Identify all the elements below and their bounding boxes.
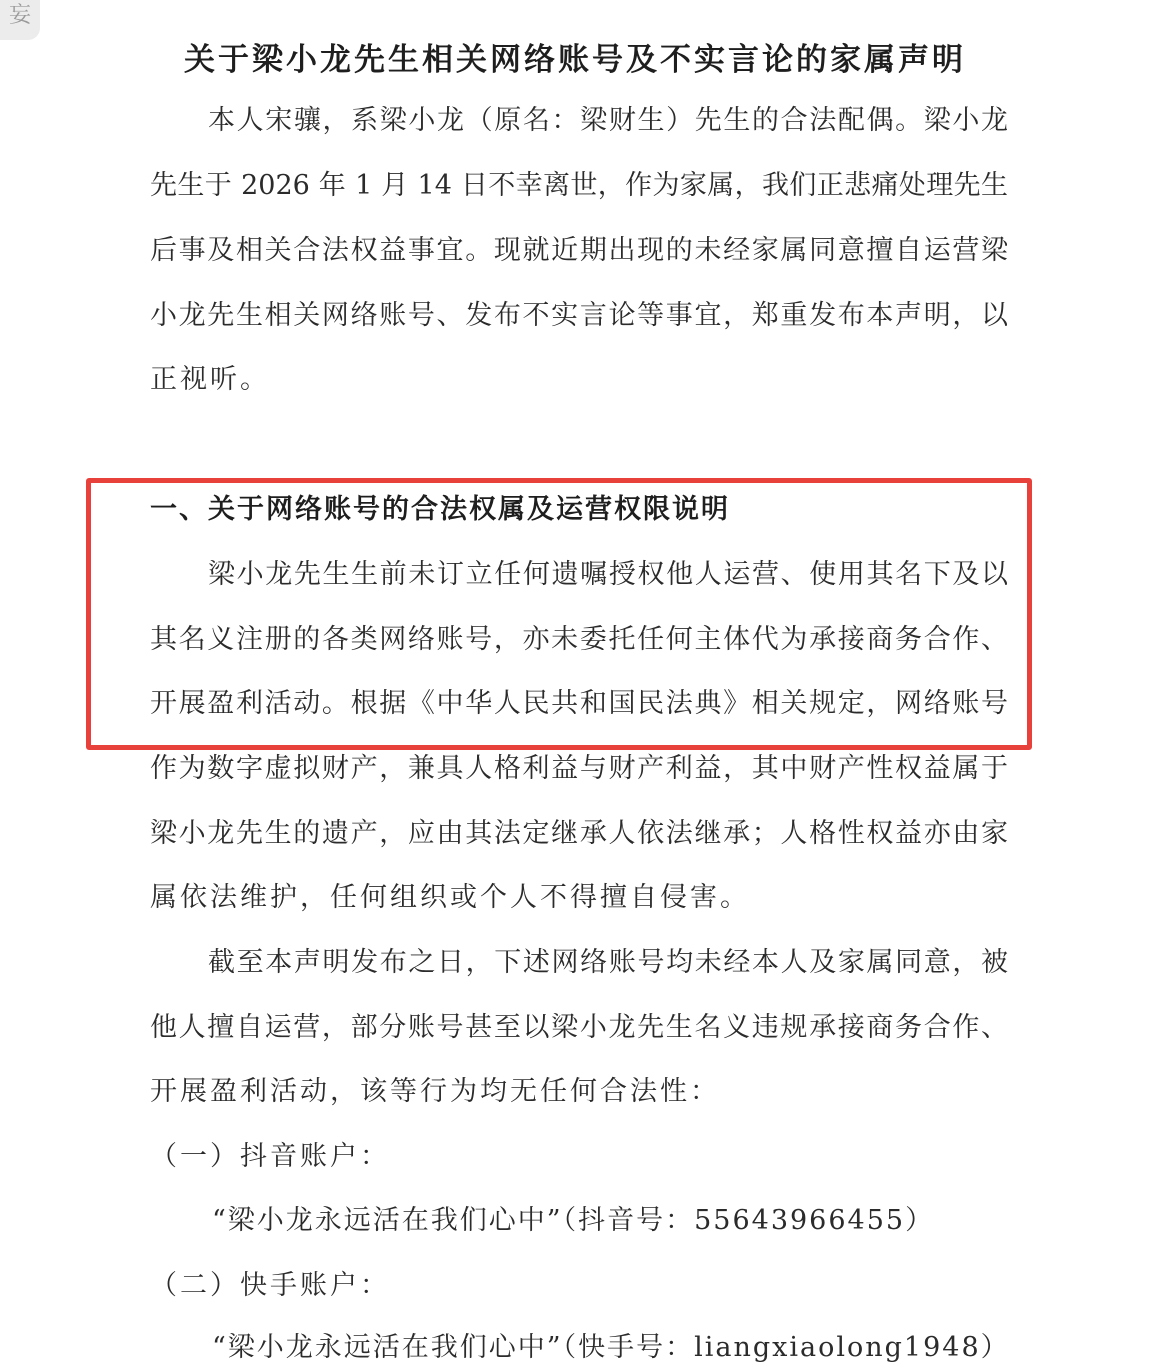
paragraph-line: 先生于 2026 年 1 月 14 日不幸离世，作为家属，我们正悲痛处理先生 [150, 170, 1008, 201]
paragraph-line: 属依法维护，任何组织或个人不得擅自侵害。 [150, 882, 750, 913]
paragraph-line: 梁小龙先生的遗产，应由其法定继承人依法继承；人格性权益亦由家 [150, 818, 1008, 849]
paragraph-line: 他人擅自运营，部分账号甚至以梁小龙先生名义违规承接商务合作、 [150, 1012, 1008, 1043]
paragraph-line: 小龙先生相关网络账号、发布不实言论等事宜，郑重发布本声明，以 [150, 300, 1008, 331]
paragraph-line: 其名义注册的各类网络账号，亦未委托任何主体代为承接商务合作、 [150, 624, 1008, 655]
list-item-heading: （二）快手账户： [150, 1270, 390, 1301]
paragraph-line: 本人宋骧，系梁小龙（原名：梁财生）先生的合法配偶。梁小龙 [208, 105, 1008, 136]
paragraph-line: 开展盈利活动。根据《中华人民共和国民法典》相关规定，网络账号 [150, 688, 1008, 719]
account-entry: “梁小龙永远活在我们心中”（抖音号：55643966455） [212, 1205, 935, 1236]
paragraph-line: 正视听。 [150, 364, 270, 395]
section-heading: 一、关于网络账号的合法权属及运营权限说明 [150, 494, 730, 525]
paragraph-line: 截至本声明发布之日，下述网络账号均未经本人及家属同意，被 [208, 947, 1008, 978]
paragraph-line: 后事及相关合法权益事宜。现就近期出现的未经家属同意擅自运营梁 [150, 235, 1008, 266]
corner-mark: 妄 [0, 0, 40, 40]
paragraph-line: 开展盈利活动，该等行为均无任何合法性： [150, 1076, 720, 1107]
account-entry: “梁小龙永远活在我们心中”（快手号：liangxiaolong1948） [212, 1332, 1010, 1363]
document-title: 关于梁小龙先生相关网络账号及不实言论的家属声明 [184, 42, 966, 78]
red-highlight-box [86, 478, 1032, 750]
paragraph-line: 作为数字虚拟财产，兼具人格利益与财产利益，其中财产性权益属于 [150, 753, 1008, 784]
paragraph-line: 梁小龙先生生前未订立任何遗嘱授权他人运营、使用其名下及以 [208, 559, 1008, 590]
list-item-heading: （一）抖音账户： [150, 1141, 390, 1172]
